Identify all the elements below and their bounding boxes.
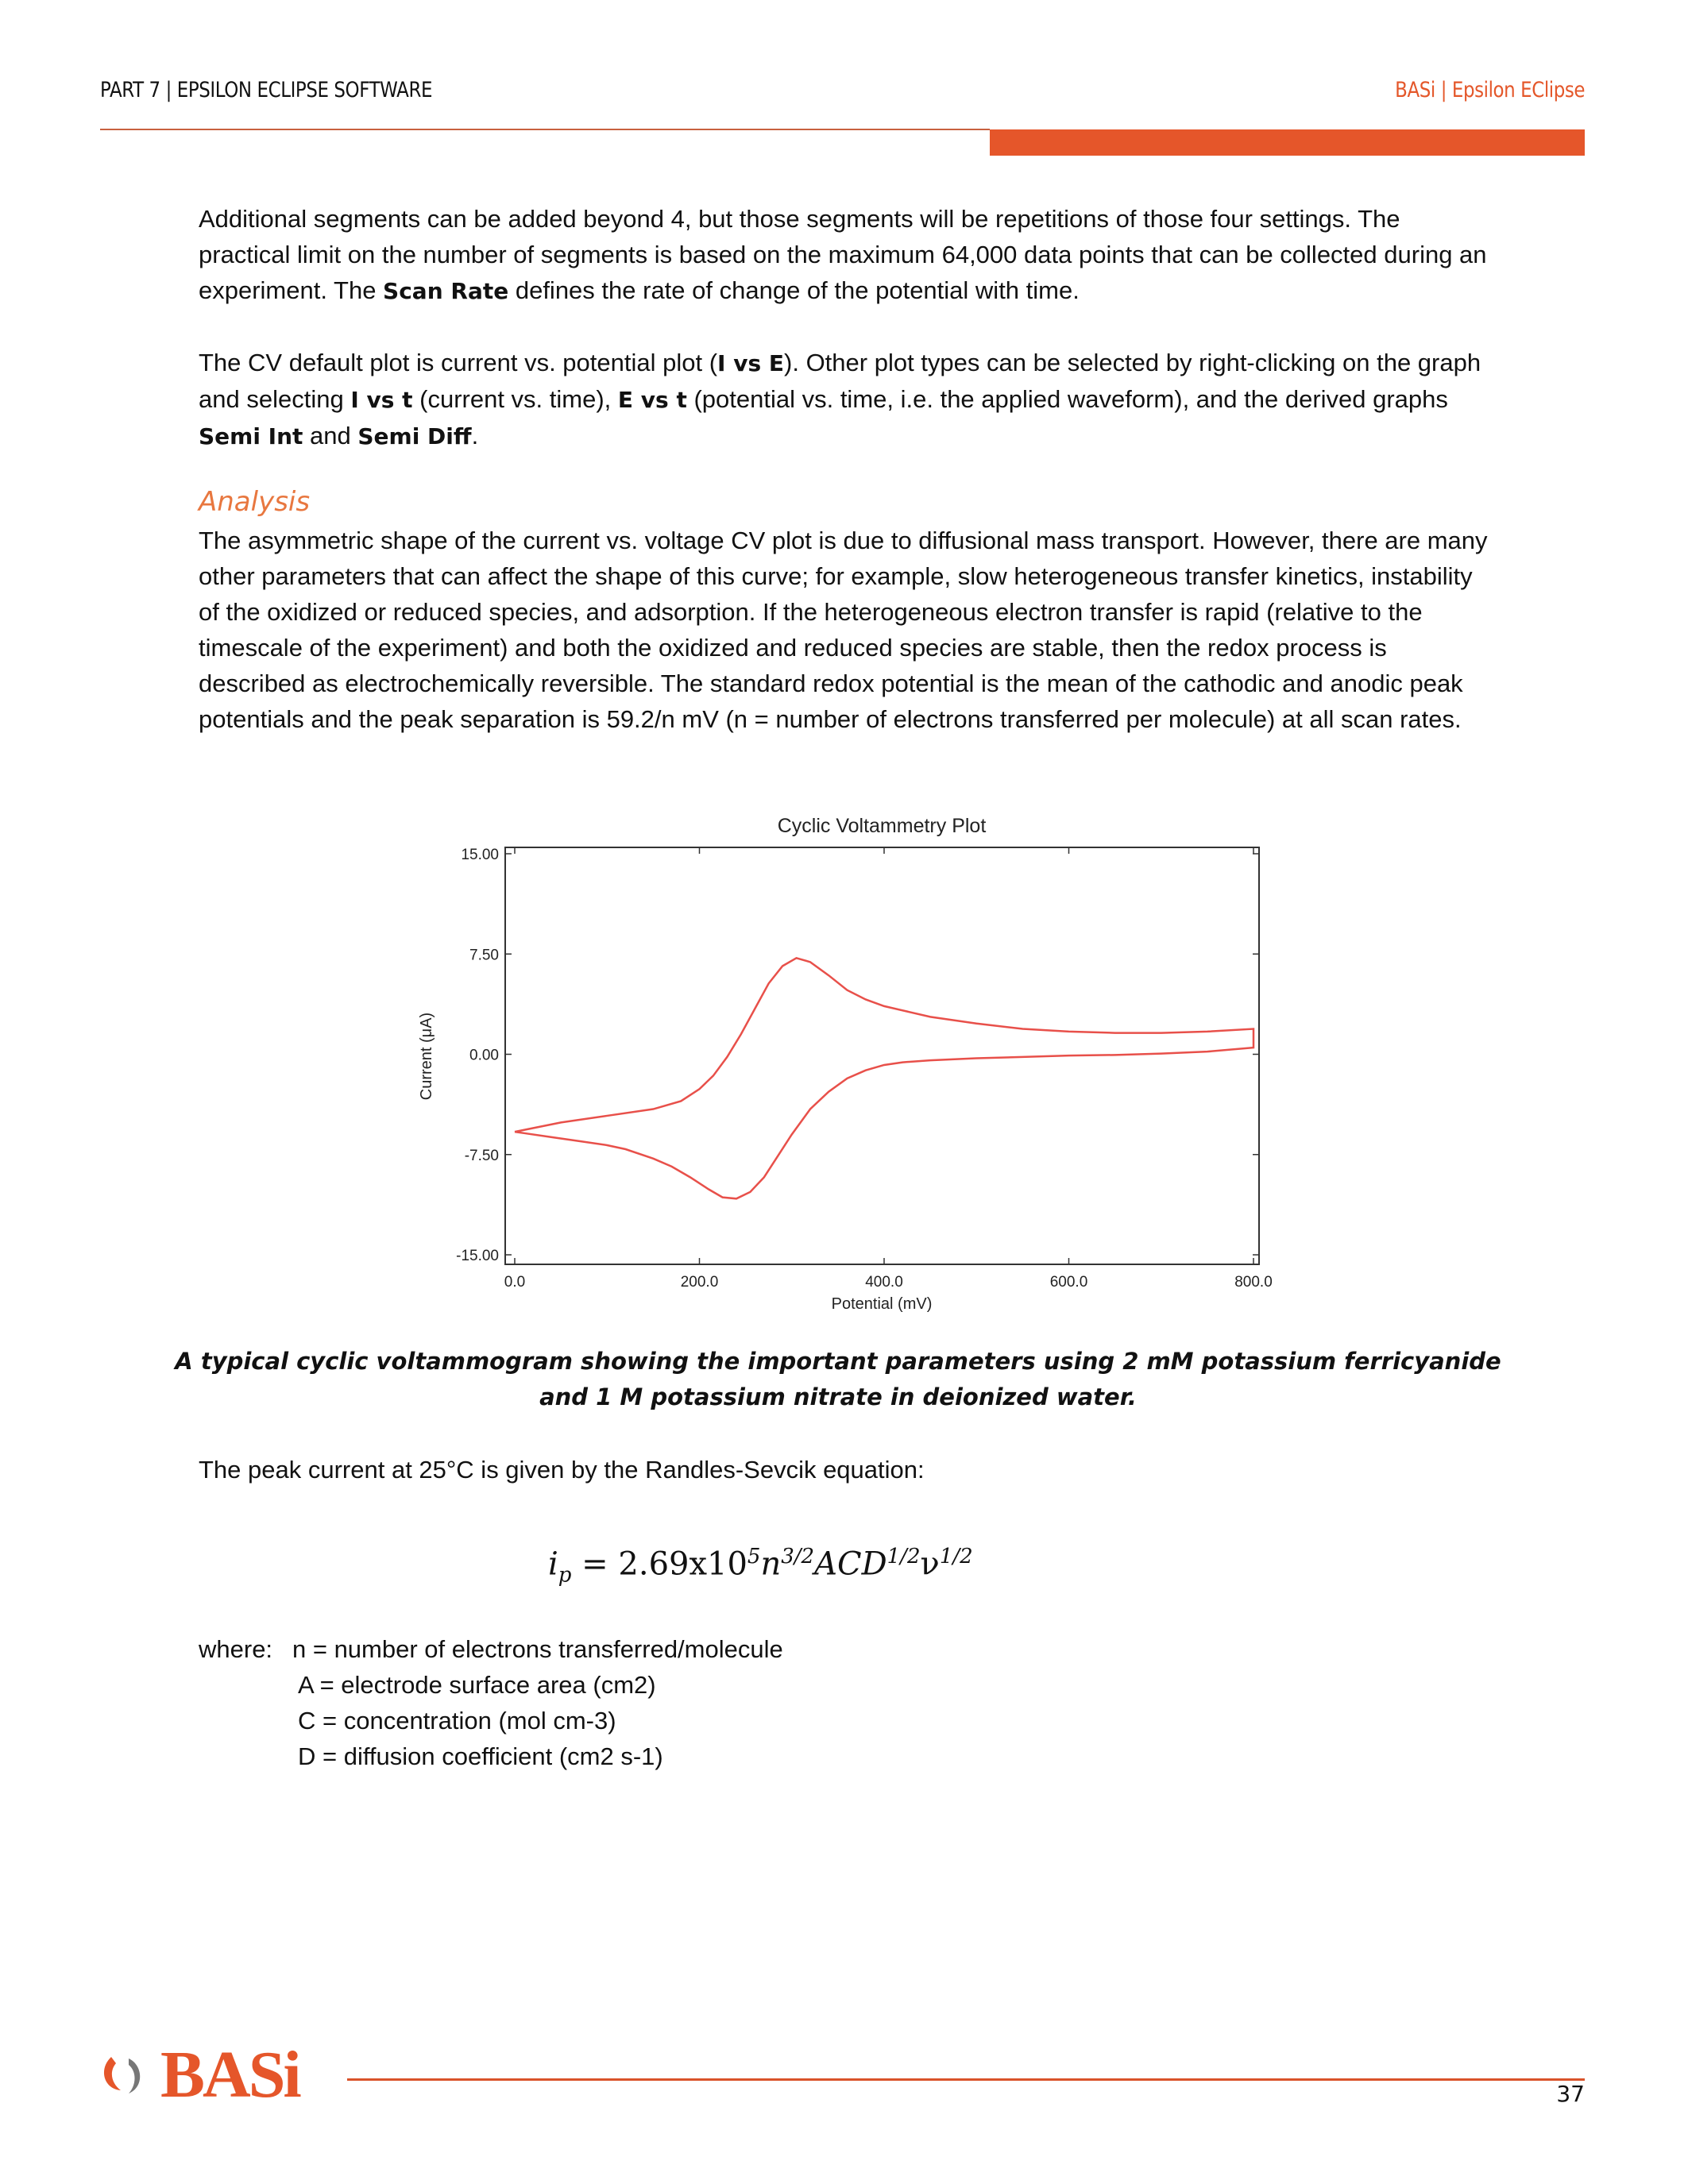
analysis-heading: Analysis	[199, 486, 311, 518]
term: E vs t	[617, 387, 687, 413]
header-product-title: BASi | Epsilon EClipse	[1395, 78, 1585, 102]
where-label: where:	[199, 1635, 273, 1663]
y-tick-label: 0.00	[469, 1047, 499, 1064]
text: defines the rate of change of the potential with time.	[508, 276, 1080, 304]
x-tick-label: 200.0	[680, 1274, 719, 1291]
text: ). Other plot types can be selected by right-clicking on the graph and selecting	[199, 349, 1481, 413]
eq-part: ν	[920, 1545, 940, 1583]
y-tick-label: -15.00	[456, 1248, 499, 1264]
x-tick-label: 0.0	[504, 1274, 526, 1291]
text: (current vs. time),	[412, 385, 618, 413]
chart-title: Cyclic Voltammetry Plot	[777, 815, 987, 837]
eq-part: = 2.69x10	[571, 1545, 747, 1583]
term: I vs t	[350, 387, 413, 413]
where-item: n = number of electrons transferred/molecule	[292, 1635, 783, 1663]
footer-divider	[347, 2078, 1585, 2081]
where-item: D = diffusion coefficient (cm2 s-1)	[298, 1742, 663, 1770]
eq-part: 1/2	[886, 1545, 921, 1569]
y-tick-label: 15.00	[461, 847, 499, 863]
y-tick-label: 7.50	[469, 947, 499, 964]
eq-part: i	[548, 1545, 558, 1583]
x-tick-label: 600.0	[1049, 1274, 1088, 1291]
text: Additional segments can be added beyond 4, but those segments will be repetitions of those four settings. The practical limit on the number of segments is based on the maximum 64,000 data points that can be collected during an experiment. The	[199, 205, 1487, 304]
term: Semi Diff	[357, 423, 472, 450]
text: (potential vs. time, i.e. the applied waveform), and the derived graphs	[686, 385, 1448, 413]
eq-part: 3/2	[781, 1545, 815, 1569]
figure-caption: A typical cyclic voltammogram showing the important parameters using 2 mM potassium ferricyanide and 1 M potassium nitrate in deionized water.	[175, 1348, 1501, 1410]
randles-sevcik-equation	[548, 1545, 973, 1587]
text: .	[471, 422, 479, 450]
axis-ticks	[456, 847, 1273, 1291]
text: The CV default plot is current vs. potential plot (	[199, 349, 718, 376]
randles-intro: The peak current at 25°C is given by the Randles-Sevcik equation:	[199, 1456, 925, 1484]
page-number: 37	[1556, 2081, 1585, 2107]
header-section-title: PART 7 | EPSILON ECLIPSE SOFTWARE	[100, 78, 433, 102]
plot-frame	[505, 847, 1259, 1264]
basi-logo: BASi	[97, 2041, 335, 2105]
eq-part: 5	[747, 1545, 761, 1569]
x-tick-label: 400.0	[865, 1274, 903, 1291]
analysis-paragraph: The asymmetric shape of the current vs. voltage CV plot is due to diffusional mass transport. However, there are many other parameters that can affect the shape of this curve; for example, slow heterogeneous transfer kinetics, instability of the oxidized or reduced species, and adsorption. If the heterogeneous electron transfer is rapid (relative to the timescale of the experiment) and both the oxidized and reduced species are stable, then the redox process is described as electrochemically reversible. The standard redox potential is the mean of the cathodic and anodic peak potentials and the peak separation is 59.2/n mV (n = number of electrons transferred per molecule) at all scan rates.	[199, 527, 1488, 733]
basi-swirl-icon	[97, 2041, 160, 2105]
y-tick-label: -7.50	[464, 1147, 499, 1164]
x-axis-label: Potential (mV)	[831, 1295, 933, 1313]
where-item: A = electrode surface area (cm2)	[298, 1671, 656, 1699]
term: Semi Int	[199, 423, 303, 450]
eq-part: ACD	[814, 1545, 887, 1583]
eq-part: n	[760, 1545, 782, 1583]
eq-part: 1/2	[939, 1545, 973, 1569]
where-item: C = concentration (mol cm-3)	[298, 1707, 616, 1734]
term-scan-rate: Scan Rate	[383, 278, 509, 304]
cv-series-line	[515, 958, 1253, 1198]
y-axis-label: Current (μA)	[418, 1012, 435, 1101]
term: I vs E	[717, 350, 785, 376]
eq-part: p	[558, 1563, 572, 1588]
text: and	[303, 422, 358, 450]
x-tick-label: 800.0	[1234, 1274, 1273, 1291]
